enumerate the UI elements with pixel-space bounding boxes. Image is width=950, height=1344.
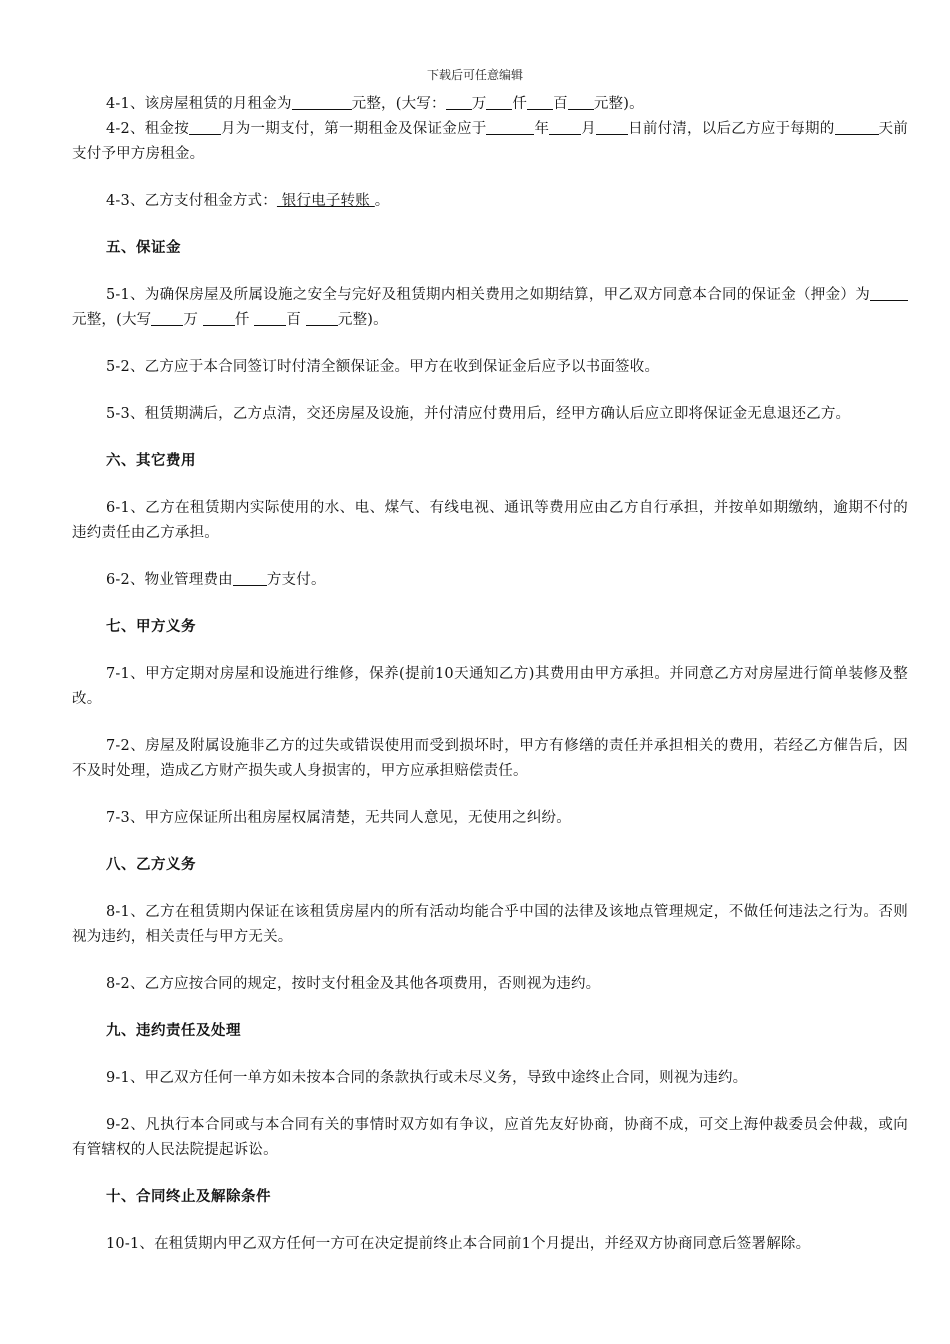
clause-6-1: 6-1、乙方在租赁期内实际使用的水、电、煤气、有线电视、通讯等费用应由乙方自行承担，并按单如期缴纳，逾期不付的违约责任由乙方承担。: [72, 500, 908, 541]
clause-8-2: 8-2、乙方应按合同的规定，按时支付租金及其他各项费用，否则视为违约。: [106, 976, 601, 992]
blank-field[interactable]: [486, 95, 512, 110]
clause-text: 4-2、租金按: [106, 121, 189, 137]
clause-9-1: 9-1、甲乙双方任何一单方如未按本合同的条款执行或未尽义务，导致中途终止合同，则视为违约。: [106, 1070, 748, 1086]
clause-text: 5-1、为确保房屋及所属设施之安全与完好及租赁期内相关费用之如期结算，甲乙双方同意本合同的保证金（押金）为: [106, 287, 870, 303]
section-title-8: 八、乙方义务: [106, 857, 196, 873]
clause-text: 4-1、该房屋租赁的月租金为: [106, 96, 292, 112]
clause-4-1: [72, 92, 908, 117]
blank-field[interactable]: [189, 120, 221, 135]
clause-9-2: 9-2、凡执行本合同或与本合同有关的事情时双方如有争议，应首先友好协商，协商不成，可交上海仲裁委员会仲裁，或向有管辖权的人民法院提起诉讼。: [72, 1117, 908, 1158]
blank-field[interactable]: [596, 120, 628, 135]
clause-text: 万: [183, 312, 203, 328]
clause-text: 百: [286, 312, 306, 328]
clause-8-1: 8-1、乙方在租赁期内保证在该租赁房屋内的所有活动均能合乎中国的法律及该地点管理规定，不做任何违法之行为。否则视为违约，相关责任与甲方无关。: [72, 904, 908, 945]
clause-text: 年: [534, 121, 550, 137]
clause-6-2: [72, 568, 908, 593]
blank-field[interactable]: [233, 571, 267, 586]
section-title-5: 五、保证金: [106, 240, 181, 256]
download-note: 下载后可任意编辑: [426, 68, 523, 82]
clause-text: 6-2、物业管理费由: [106, 572, 233, 588]
payment-method: 银行电子转账: [276, 193, 375, 209]
section-title-6: 六、其它费用: [106, 453, 196, 469]
clause-text: 仟: [512, 96, 528, 112]
clause-text: 月为一期支付，第一期租金及保证金应于: [220, 121, 487, 137]
clause-text: 4-3、乙方支付租金方式：: [106, 193, 277, 209]
clause-text: 方支付。: [266, 572, 326, 588]
section-title-9: 九、违约责任及处理: [106, 1023, 241, 1039]
blank-field[interactable]: [203, 311, 235, 326]
clause-text: 元整，(大写: [72, 312, 152, 328]
clause-4-3: [72, 189, 908, 214]
blank-field[interactable]: [292, 95, 352, 110]
clause-7-2: 7-2、房屋及附属设施非乙方的过失或错误使用而受到损坏时，甲方有修缮的责任并承担相关的费用，若经乙方催告后，因不及时处理，造成乙方财产损失或人身损害的，甲方应承担赔偿责任。: [72, 738, 908, 779]
blank-field[interactable]: [549, 120, 581, 135]
clause-text: 元整，(大写：: [351, 96, 446, 112]
clause-10-1: 10-1、在租赁期内甲乙双方任何一方可在决定提前终止本合同前1个月提出，并经双方协商同意后签署解除。: [106, 1236, 811, 1252]
clause-5-1: [72, 283, 908, 333]
section-title-10: 十、合同终止及解除条件: [106, 1189, 271, 1205]
clause-7-3: 7-3、甲方应保证所出租房屋权属清楚，无共同人意见，无使用之纠纷。: [106, 810, 571, 826]
blank-field[interactable]: [527, 95, 553, 110]
clause-7-1: 7-1、甲方定期对房屋和设施进行维修，保养(提前10天通知乙方)其费用由甲方承担。并同意乙方对房屋进行简单装修及整改。: [72, 666, 908, 707]
clause-text: 仟: [234, 312, 255, 328]
clause-5-2: 5-2、乙方应于本合同签订时付清全额保证金。甲方在收到保证金后应予以书面签收。: [106, 359, 660, 375]
clause-4-2: [72, 117, 908, 167]
clause-text: 月: [581, 121, 597, 137]
clause-text: 元整)。: [593, 96, 644, 112]
blank-field[interactable]: [870, 286, 908, 301]
clause-text: 天前支付予甲方房租金。: [72, 121, 909, 162]
section-title-7: 七、甲方义务: [106, 619, 196, 635]
clause-text: 。: [374, 193, 390, 209]
clause-text: 万: [471, 96, 487, 112]
blank-field[interactable]: [254, 311, 286, 326]
blank-field[interactable]: [151, 311, 183, 326]
blank-field[interactable]: [446, 95, 472, 110]
clause-text: 百: [553, 96, 568, 112]
blank-field[interactable]: [835, 120, 879, 135]
blank-field[interactable]: [306, 311, 338, 326]
contract-body: [72, 92, 908, 1257]
blank-field[interactable]: [568, 95, 594, 110]
clause-5-3: 5-3、租赁期满后，乙方点清，交还房屋及设施，并付清应付费用后，经甲方确认后应立即将保证金无息退还乙方。: [106, 406, 851, 422]
clause-text: 日前付清，以后乙方应于每期的: [628, 121, 835, 137]
clause-text: 元整)。: [337, 312, 388, 328]
blank-field[interactable]: [486, 120, 534, 135]
